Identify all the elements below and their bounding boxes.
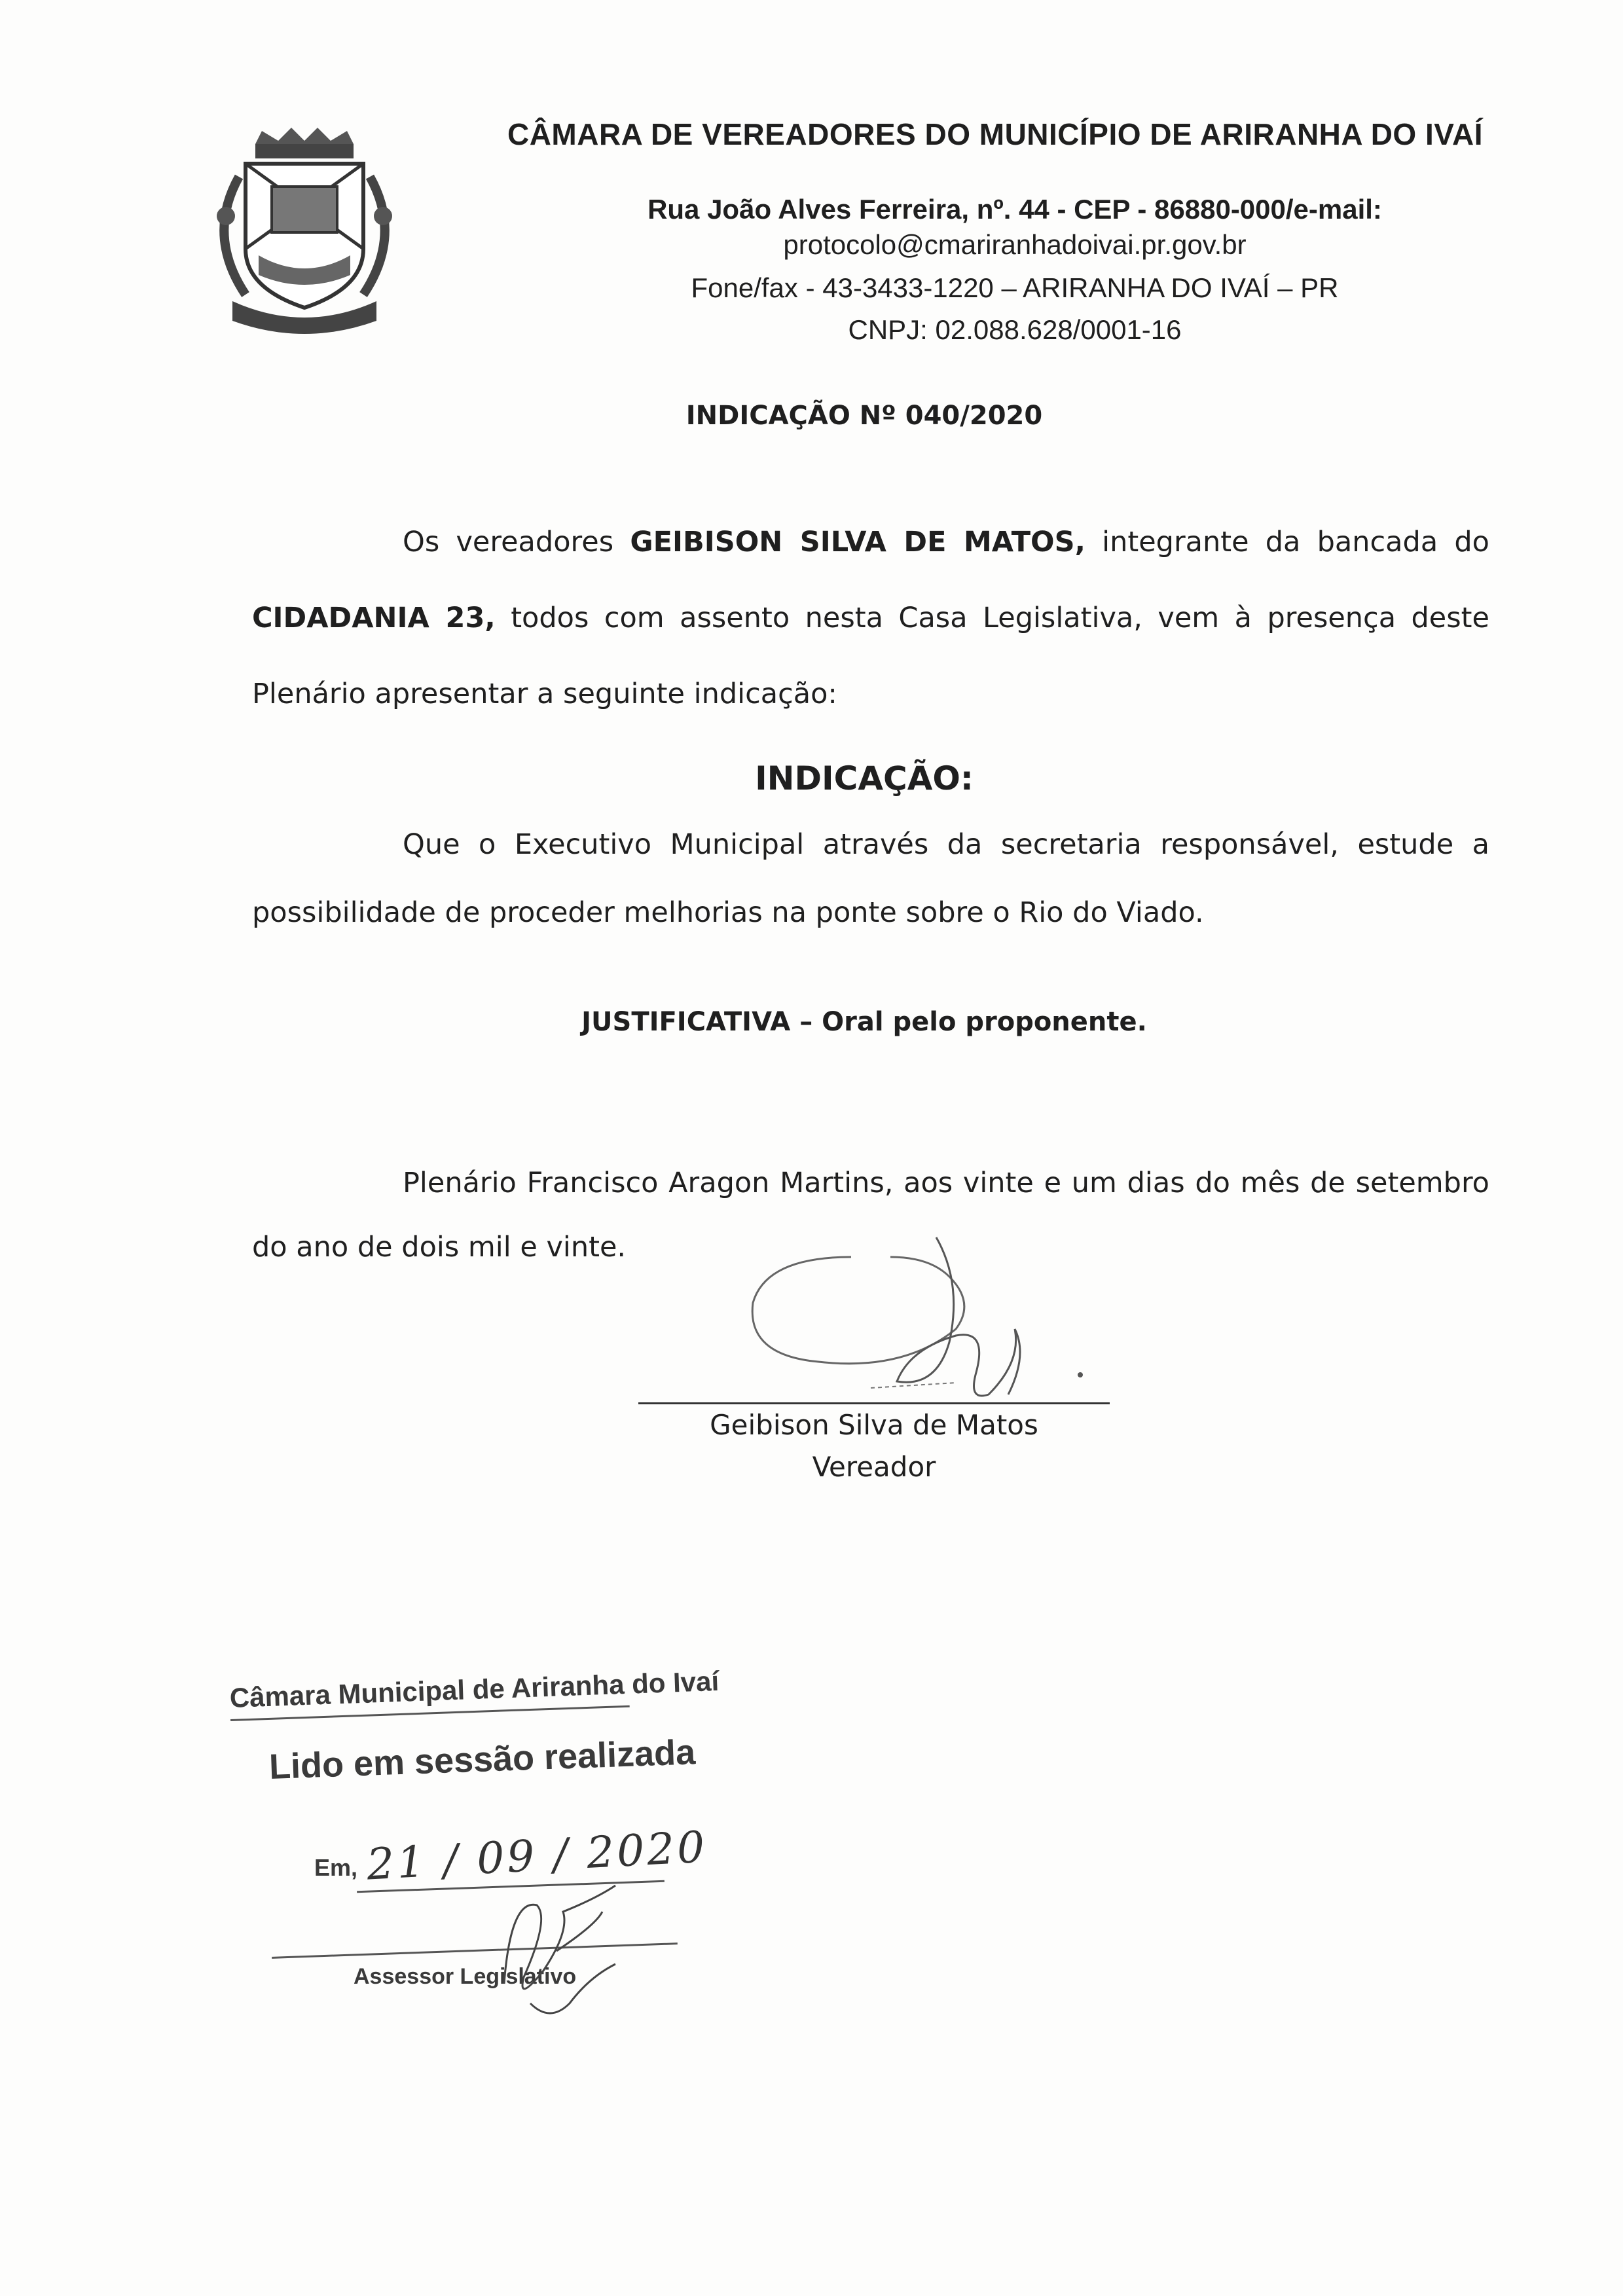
stamp-read-label: Lido em sessão realizada bbox=[268, 1732, 697, 1787]
intro-post: todos com assento nesta Casa Legislativa, vem à presença deste Plenário apresentar a seguinte indicação: bbox=[252, 602, 1489, 710]
closing-text: Plenário Francisco Aragon Martins, aos vinte e um dias do mês de setembro do ano de dois mil e vinte. bbox=[252, 1167, 1489, 1264]
header-email: protocolo@cmariranhadoivai.pr.gov.br bbox=[783, 229, 1247, 260]
intro-mid: integrante da bancada do bbox=[1085, 526, 1489, 558]
municipal-coat-of-arms-icon bbox=[193, 124, 416, 340]
signature-line bbox=[638, 1402, 1110, 1404]
header-phone: Fone/fax - 43-3433-1220 – ARIRANHA DO IVAÍ – PR bbox=[691, 272, 1339, 303]
signer-name: Geibison Silva de Matos bbox=[710, 1409, 1038, 1441]
header-address: Rua João Alves Ferreira, nº. 44 - CEP - 86880-000/e-mail: bbox=[647, 194, 1382, 225]
header-title: CÂMARA DE VEREADORES DO MUNICÍPIO DE ARIRANHA DO IVAÍ bbox=[507, 117, 1484, 151]
intro-paragraph bbox=[252, 504, 1489, 732]
stamp-date-prefix: Em, bbox=[314, 1854, 358, 1881]
party-name: CIDADANIA 23, bbox=[252, 602, 496, 634]
section-heading: INDICAÇÃO: bbox=[755, 759, 974, 797]
stamp-org: Câmara Municipal de Ariranha do Ivaí bbox=[229, 1665, 720, 1713]
justification: JUSTIFICATIVA – Oral pelo proponente. bbox=[581, 1007, 1147, 1037]
stamp-role: Assessor Legislativo bbox=[354, 1964, 577, 1989]
handwritten-signature bbox=[740, 1231, 1106, 1427]
vereador-name: GEIBISON SILVA DE MATOS, bbox=[630, 526, 1085, 558]
indication-text: Que o Executivo Municipal através da secretaria responsável, estude a possibilidade de proceder melhorias na ponte sobre o Rio do Viado. bbox=[252, 828, 1489, 929]
stamp-date: 21 / 09 / 2020 bbox=[365, 1821, 708, 1890]
intro-pre: Os vereadores bbox=[403, 526, 630, 558]
document-title: INDICAÇÃO Nº 040/2020 bbox=[685, 401, 1043, 431]
handwritten-rubric bbox=[465, 1872, 635, 2023]
session-stamp bbox=[223, 1665, 746, 2016]
indication-paragraph bbox=[252, 811, 1489, 947]
signer-role: Vereador bbox=[812, 1451, 936, 1483]
header-cnpj: CNPJ: 02.088.628/0001-16 bbox=[848, 314, 1182, 345]
